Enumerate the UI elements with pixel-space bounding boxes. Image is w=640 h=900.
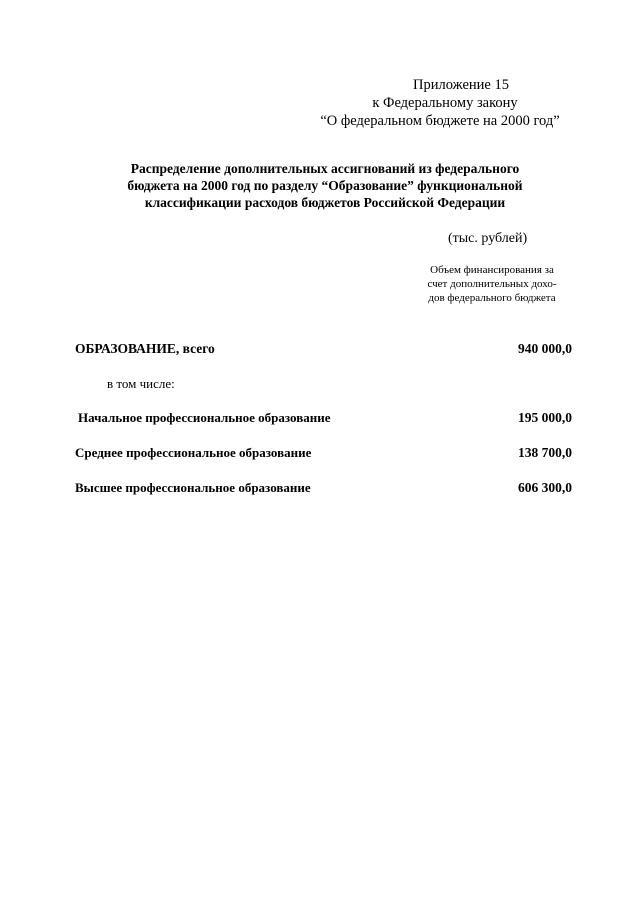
title-line-2: бюджета на 2000 год по разделу “Образование” функциональной <box>127 178 523 193</box>
appendix-number: Приложение 15 <box>413 77 509 93</box>
row-label: Высшее профессиональное образование <box>75 480 311 495</box>
table-row <box>0 443 640 463</box>
document-title <box>90 160 560 211</box>
appendix-header <box>300 76 580 130</box>
column-header <box>406 263 578 305</box>
appendix-law-reference: к Федеральному закону <box>372 95 518 111</box>
row-label: в том числе: <box>107 376 175 391</box>
column-header-line-3: дов федерального бюджета <box>428 292 556 304</box>
table-row-total <box>0 339 640 359</box>
title-line-3: классификации расходов бюджетов Российской Федерации <box>144 195 506 210</box>
row-label: ОБРАЗОВАНИЕ, всего <box>75 341 215 356</box>
table-row <box>0 478 640 498</box>
row-value: 940 000,0 <box>518 341 572 356</box>
row-value: 138 700,0 <box>518 445 572 460</box>
column-header-line-2: счет дополнительных дохо- <box>427 278 557 290</box>
table-row-including <box>0 374 640 394</box>
row-value: 195 000,0 <box>518 410 572 425</box>
appendix-law-title: “О федеральном бюджете на 2000 год” <box>320 113 560 129</box>
units-note: (тыс. рублей) <box>448 231 528 246</box>
table-row <box>0 408 640 428</box>
row-label: Начальное профессиональное образование <box>78 410 331 425</box>
row-label: Среднее профессиональное образование <box>75 445 312 460</box>
column-header-line-1: Объем финансирования за <box>430 264 554 276</box>
row-value: 606 300,0 <box>518 480 572 495</box>
title-line-1: Распределение дополнительных ассигнований из федерального <box>130 161 520 176</box>
